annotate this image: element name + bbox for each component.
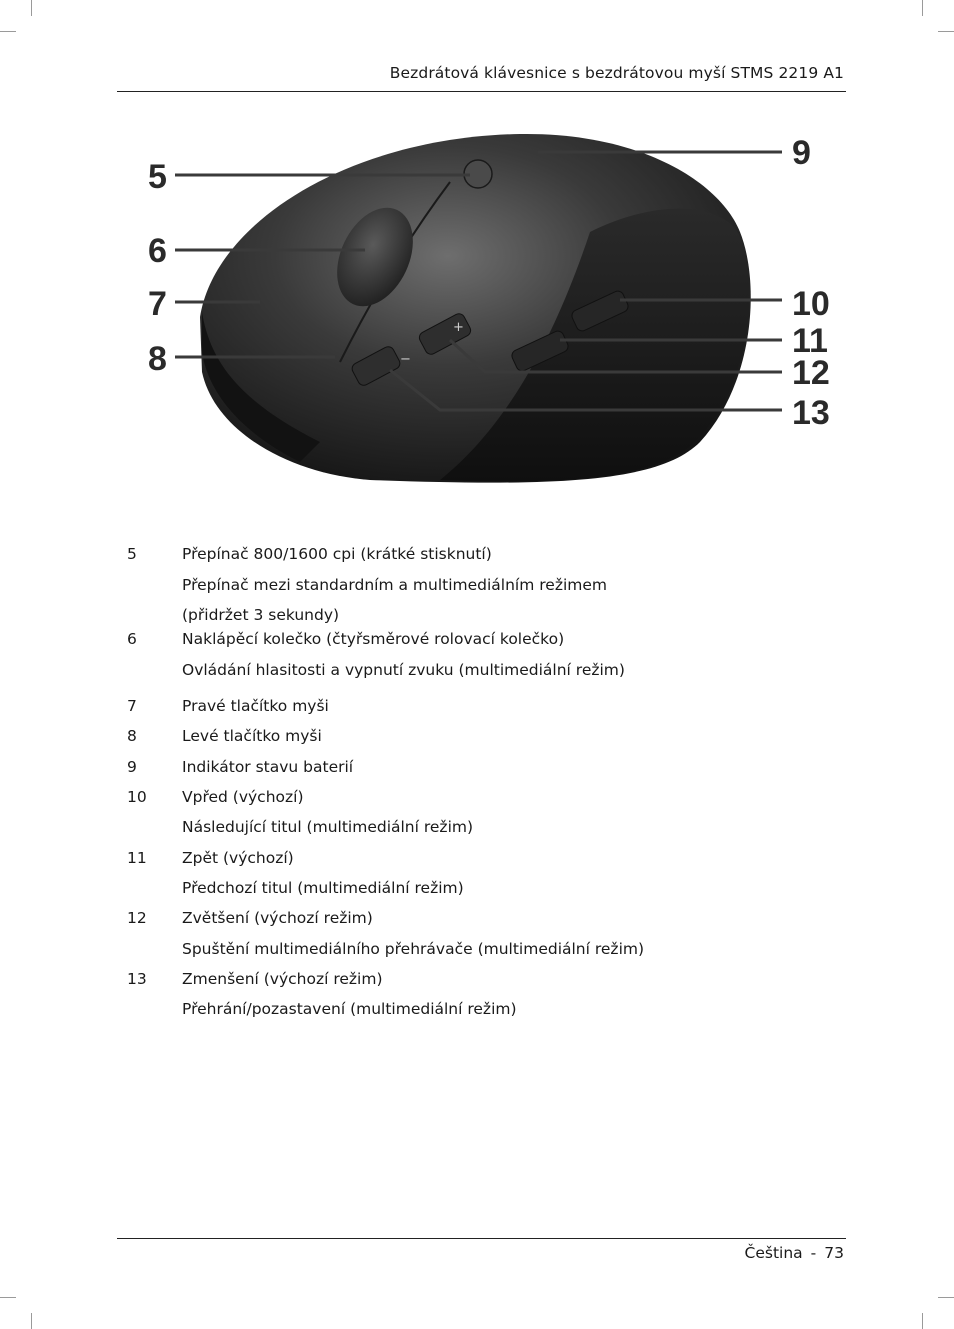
crop-mark (31, 1313, 32, 1329)
minus-mark: − (400, 352, 411, 367)
item-number: 7 (127, 697, 137, 715)
callout-8: 8 (148, 340, 167, 378)
callout-13: 13 (792, 394, 830, 432)
item-number: 11 (127, 849, 147, 867)
crop-mark (938, 1297, 954, 1298)
item-text: Následující titul (multimediální režim) (182, 818, 474, 836)
crop-mark (31, 0, 32, 16)
page-footer (745, 1244, 844, 1262)
item-text: Vpřed (výchozí) (182, 788, 304, 806)
item-text: Přepínač 800/1600 cpi (krátké stisknutí) (182, 545, 492, 563)
header-rule (117, 91, 846, 92)
item-text: Pravé tlačítko myši (182, 697, 329, 715)
item-text: Přehrání/pozastavení (multimediální režim) (182, 1000, 517, 1018)
footer-separator: - (810, 1244, 817, 1262)
item-number: 10 (127, 788, 147, 806)
item-text: Ovládání hlasitosti a vypnutí zvuku (multimediální režim) (182, 661, 625, 679)
item-text: Přepínač mezi standardním a multimediálním režimem (182, 576, 607, 594)
item-number: 13 (127, 970, 147, 988)
callout-6: 6 (148, 232, 167, 270)
page-header-title: Bezdrátová klávesnice s bezdrátovou myší STMS 2219 A1 (389, 64, 844, 82)
item-text: Zmenšení (výchozí režim) (182, 970, 383, 988)
item-number: 8 (127, 727, 137, 745)
item-text: Indikátor stavu baterií (182, 758, 354, 776)
item-text: (přidržet 3 sekundy) (182, 606, 340, 624)
footer-rule (117, 1238, 846, 1239)
callout-12: 12 (792, 354, 830, 392)
item-text: Zpět (výchozí) (182, 849, 294, 867)
crop-mark (0, 31, 16, 32)
crop-mark (922, 1313, 923, 1329)
mouse-figure (120, 112, 840, 502)
callout-7: 7 (148, 285, 167, 323)
mouse-illustration (120, 112, 840, 502)
item-text: Naklápěcí kolečko (čtyřsměrové rolovací kolečko) (182, 630, 565, 648)
item-text: Zvětšení (výchozí režim) (182, 909, 373, 927)
callout-11: 11 (792, 322, 828, 360)
item-text: Předchozí titul (multimediální režim) (182, 879, 464, 897)
item-number: 5 (127, 545, 137, 563)
plus-mark: + (453, 320, 464, 335)
crop-mark (922, 0, 923, 16)
item-number: 6 (127, 630, 137, 648)
callout-10: 10 (792, 285, 830, 323)
item-number: 12 (127, 909, 147, 927)
page-number: 73 (824, 1244, 844, 1262)
crop-mark (938, 31, 954, 32)
crop-mark (0, 1297, 16, 1298)
callout-5: 5 (148, 158, 167, 196)
footer-language: Čeština (744, 1244, 803, 1262)
item-text: Levé tlačítko myši (182, 727, 322, 745)
item-number: 9 (127, 758, 137, 776)
callout-9: 9 (792, 134, 811, 172)
item-text: Spuštění multimediálního přehrávače (multimediální režim) (182, 940, 645, 958)
